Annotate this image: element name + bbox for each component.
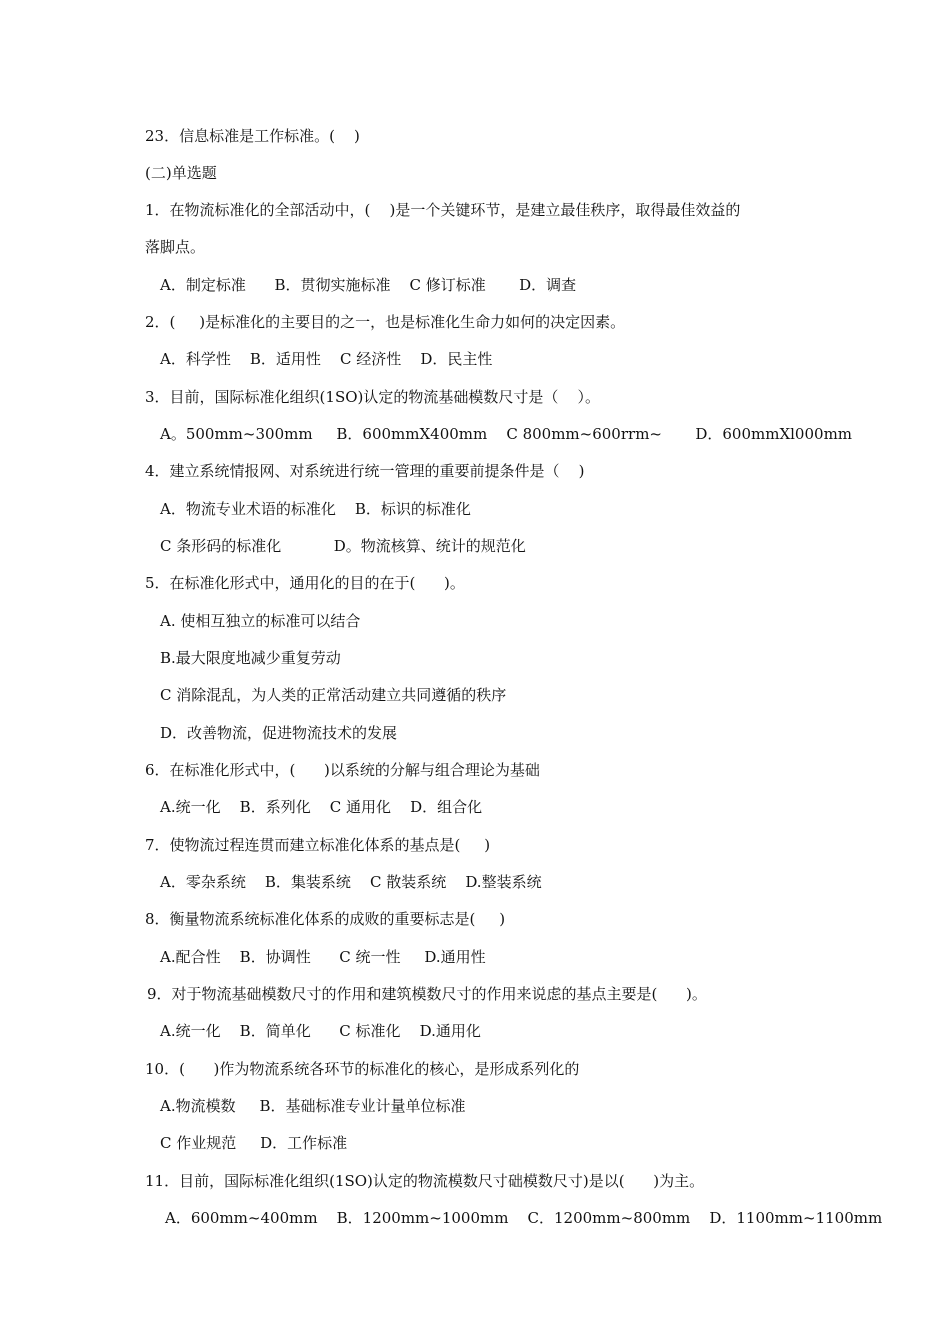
question-5-option-a: A. 使相互独立的标准可以结合 [160,612,361,630]
question-6-stem: 6．在标准化形式中，( )以系统的分解与组合理论为基础 [145,761,540,779]
question-4-options-cd: C 条形码的标准化 D。物流核算、统计的规范化 [160,537,526,555]
question-1-options: A．制定标准 B．贯彻实施标准 C 修订标准 D．调查 [160,276,577,294]
question-5-option-d: D．改善物流，促进物流技术的发展 [160,724,398,742]
question-5-option-b: B.最大限度地减少重复劳动 [160,649,341,667]
question-2-options: A．科学性 B．适用性 C 经济性 D．民主性 [160,350,493,368]
question-10-options-cd: C 作业规范 D．工作标准 [160,1134,348,1152]
question-3-stem: 3．目前，国际标准化组织(1SO)认定的物流基础模数尺寸是（ ）。 [145,388,600,406]
question-9-stem: 9．对于物流基础模数尺寸的作用和建筑模数尺寸的作用来说虑的基点主要是( )。 [147,985,707,1003]
question-1-stem-continued: 落脚点。 [145,238,206,256]
question-9-options: A.统一化 B．简单化 C 标准化 D.通用化 [160,1022,481,1040]
question-23-true-false: 23．信息标准是工作标准。( ) [145,127,360,145]
question-8-options: A.配合性 B．协调性 C 统一性 D.通用性 [160,948,486,966]
question-11-options: A．600mm~400mm B．1200mm~1000mm C．1200mm~800mm D．1100mm~1100mm [165,1209,883,1227]
question-6-options: A.统一化 B．系列化 C 通用化 D．组合化 [160,798,483,816]
question-10-options-ab: A.物流模数 B．基础标准专业计量单位标准 [160,1097,466,1115]
question-10-stem: 10．( )作为物流系统各环节的标准化的核心，是形成系列化的 [145,1060,580,1078]
question-1-stem: 1．在物流标准化的全部活动中，( )是一个关键环节，是建立最佳秩序，取得最佳效益的 [145,201,741,219]
question-8-stem: 8．衡量物流系统标准化体系的成败的重要标志是( ) [145,910,506,928]
question-4-stem: 4．建立系统情报网、对系统进行统一管理的重要前提条件是（ ) [145,462,585,480]
question-5-option-c: C 消除混乱，为人类的正常活动建立共同遵循的秩序 [160,686,507,704]
section-heading-single-choice: (二)单选题 [145,164,217,182]
question-2-stem: 2．( )是标准化的主要目的之一，也是标准化生命力如何的决定因素。 [145,313,626,331]
question-11-stem: 11．目前，国际标准化组织(1SO)认定的物流模数尺寸础模数尺寸)是以( )为主。 [145,1172,705,1190]
question-3-options: A。500mm~300mm B．600mmX400mm C 800mm~600rrm~ D．600mmXl000mm [160,425,853,443]
question-4-options-ab: A．物流专业术语的标准化 B．标识的标准化 [160,500,471,518]
question-7-stem: 7．使物流过程连贯而建立标准化体系的基点是( ) [145,836,491,854]
question-5-stem: 5．在标准化形式中，通用化的目的在于( )。 [145,574,465,592]
question-7-options: A．零杂系统 B．集装系统 C 散装系统 D.整装系统 [160,873,542,891]
